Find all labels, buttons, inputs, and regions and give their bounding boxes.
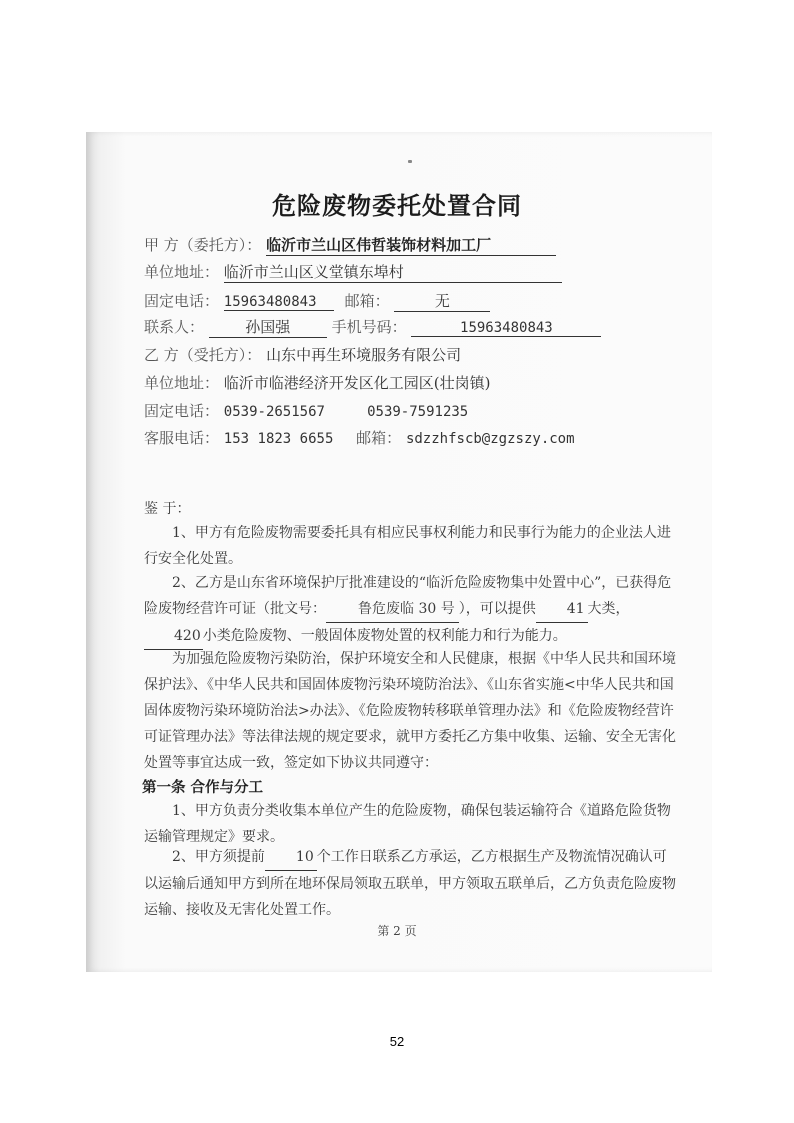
clause-2-text-c: 大类， [587, 601, 630, 617]
party-b-address: 临沂市临港经济开发区化工园区(壮岗镇) [223, 374, 491, 392]
party-a-phone-line [144, 290, 490, 312]
advance-days: 10 [265, 844, 317, 871]
party-b-name: 山东中再生环境服务有限公司 [266, 346, 462, 364]
party-b-email: sdzzhfscb@zgzszy.com [405, 431, 575, 447]
clause-2-text-b: ），可以提供 [458, 601, 536, 617]
party-a-mobile-label: 手机号码： [331, 318, 407, 336]
party-a-contact-line [144, 316, 601, 338]
party-a-address-line [144, 261, 562, 283]
whereas-label: 鉴 于： [144, 501, 191, 517]
scan-page-label: 第 2 页 [377, 924, 417, 938]
party-b-email-label: 邮箱： [356, 429, 402, 447]
clause-2-text-a: 2、乙方是山东省环境保护厅批准建设的“临沂危险废物集中处置中心”，已获得危险废物经营许可证（批文号： [144, 575, 672, 617]
preamble: 为加强危险废物污染防治，保护环境安全和人民健康，根据《中华人民共和国环境保护法》、《中华人民共和国固体废物污染环境防治法》、《山东省实施<中华人民共和国固体废物污染环境防治法>办法》、《危险废物转移联单管理办法》和《危险废物经营许可证管理办法》等法律法规的规定要求，就甲方委托乙方集中收集、运输、安全无害化处置等事宜达成一致，签定如下协议共同遵守： [144, 651, 676, 771]
party-a-email-label: 邮箱： [344, 292, 390, 310]
article-1-title: 第一条 合作与分工 [142, 779, 264, 796]
clause-2 [144, 570, 676, 650]
party-a-label: 甲 方（委托方）： [144, 236, 262, 254]
party-b-line [144, 344, 461, 365]
article-1-item-2 [144, 844, 676, 923]
party-b-service-line [144, 427, 575, 448]
party-a-phone: 15963480843 [224, 294, 334, 311]
article-1-item-1: 1、甲方负责分类收集本单位产生的危险废物，确保包装运输符合《道路危险货物运输管理规定》要求。 [144, 803, 671, 845]
contract-title: 危险废物委托处置合同 [272, 191, 522, 220]
article-1-item-2-text-b: 个工作日联系乙方承运，乙方根据生产及物流情况确认可以运输后通知甲方到所在地环保局领取五联单，甲方领取五联单后，乙方负责危险废物运输、接收及无害化处置工作。 [144, 849, 676, 918]
party-a-contact: 孙国强 [209, 316, 327, 338]
party-a-phone-label: 固定电话： [144, 292, 220, 310]
party-a-name: 临沂市兰山区伟哲装饰材料加工厂 [266, 234, 556, 256]
minor-class-count: 420 [144, 623, 203, 650]
party-a-address-label: 单位地址： [144, 263, 220, 281]
party-a-line [144, 234, 556, 256]
party-b-label: 乙 方（受托方）： [144, 346, 262, 364]
party-a-address: 临沂市兰山区义堂镇东埠村 [224, 261, 562, 283]
party-b-phone-label: 固定电话： [144, 402, 220, 420]
party-b-phone-line [144, 400, 468, 421]
permit-number: 鲁危废临 30 号 [326, 596, 459, 623]
clause-2-text-d: 小类危险废物、一般固体废物处置的权利能力和行为能力。 [202, 628, 567, 644]
party-b-address-label: 单位地址： [144, 374, 220, 392]
clause-1: 1、甲方有危险废物需要委托具有相应民事权利能力和民事行为能力的企业法人进行安全化处置。 [144, 525, 671, 567]
party-a-mobile: 15963480843 [411, 320, 601, 337]
article-1-item-2-text-a: 2、甲方须提前 [172, 849, 265, 865]
party-a-email: 无 [394, 290, 490, 312]
party-b-service-phone: 153 1823 6655 [223, 431, 334, 447]
party-b-address-line [144, 372, 491, 393]
party-b-phones: 0539-2651567 0539-7591235 [223, 404, 469, 420]
party-b-service-label: 客服电话： [144, 429, 220, 447]
major-class-count: 41 [536, 596, 588, 623]
page-number: 52 [389, 1034, 405, 1049]
party-a-contact-label: 联系人： [144, 318, 205, 336]
scan-speck [408, 160, 412, 163]
